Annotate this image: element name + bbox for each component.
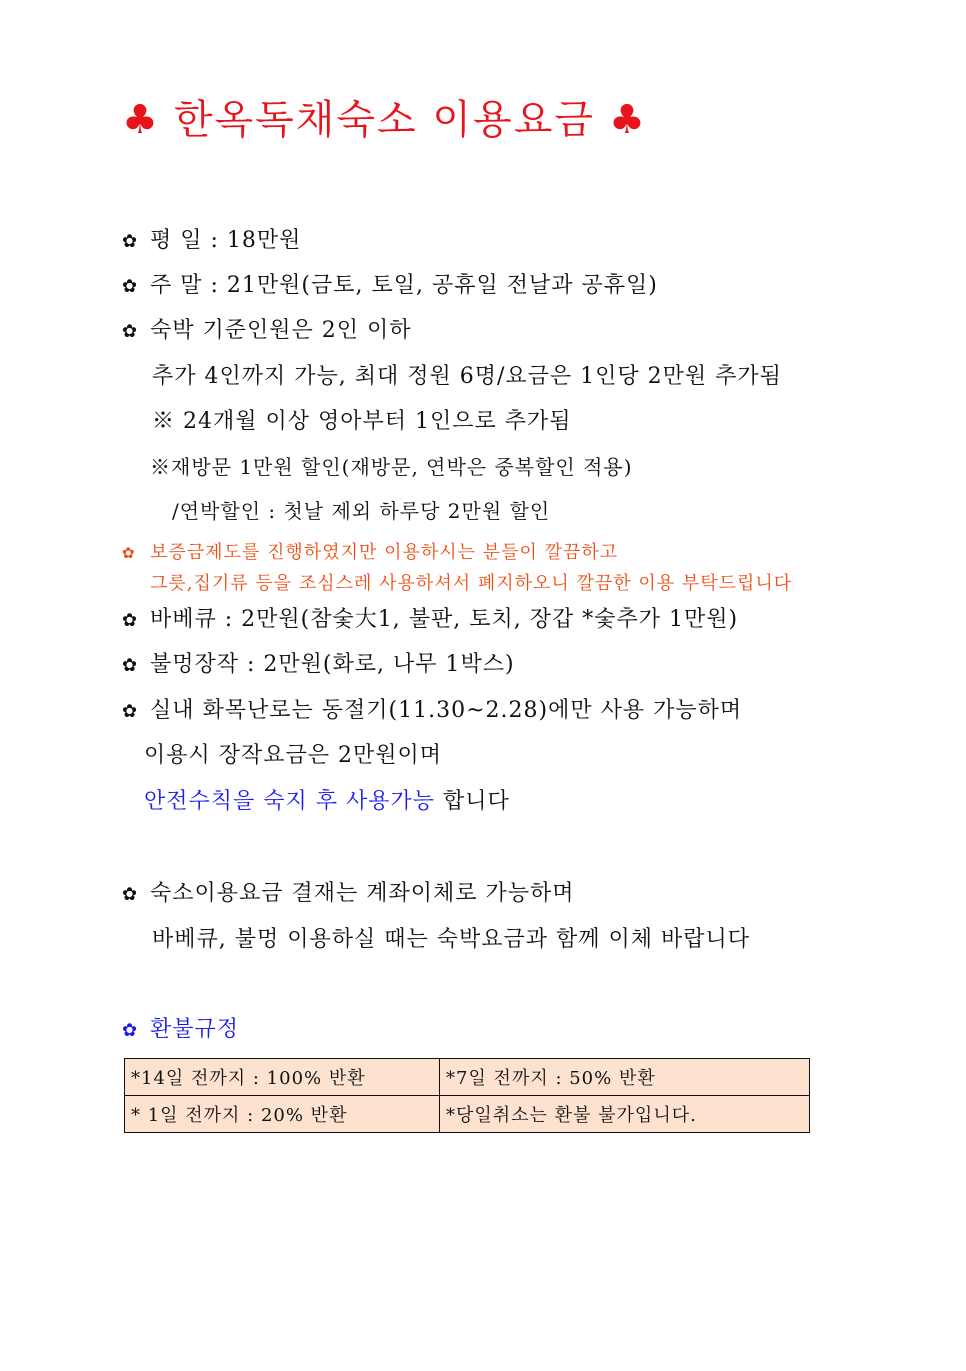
refund-table xyxy=(124,1058,810,1133)
flower-bullet-icon: ✿ xyxy=(122,321,139,342)
flower-bullet-icon: ✿ xyxy=(122,1020,139,1041)
page-title xyxy=(122,88,647,145)
title-text: 한옥독채숙소 이용요금 xyxy=(173,97,595,143)
table-cell: *당일취소는 환불 불가입니다. xyxy=(440,1096,810,1133)
deposit-line-1: 보증금제도를 진행하였지만 이용하시는 분들이 깔끔하고 xyxy=(150,542,619,563)
club-right-icon: ♣ xyxy=(608,97,647,143)
stove-line-1: 실내 화목난로는 동절기(11.30~2.28)에만 사용 가능하며 xyxy=(150,698,743,723)
refund-heading xyxy=(122,1012,239,1043)
stove-line-3-rest: 합니다 xyxy=(435,789,510,814)
payment-info xyxy=(122,876,575,907)
club-left-icon: ♣ xyxy=(122,97,160,143)
payment-line-2: 바베큐, 불멍 이용하실 때는 숙박요금과 함께 이체 바랍니다 xyxy=(152,927,750,952)
table-cell: * 1일 전까지 : 20% 반환 xyxy=(125,1096,440,1133)
table-row xyxy=(125,1059,810,1096)
firepit-price xyxy=(122,647,515,678)
weekday-price-text: 평 일 : 18만원 xyxy=(150,228,302,253)
payment-line-1: 숙소이용요금 결재는 계좌이체로 가능하며 xyxy=(150,881,575,906)
firepit-price-text: 불멍장작 : 2만원(화로, 나무 1박스) xyxy=(150,652,515,677)
base-people-text: 숙박 기준인원은 2인 이하 xyxy=(150,318,412,343)
flower-bullet-icon: ✿ xyxy=(122,655,139,676)
flower-bullet-icon: ✿ xyxy=(122,231,139,252)
extra-people: 추가 4인까지 가능, 최대 정원 6명/요금은 1인당 2만원 추가됨 xyxy=(152,364,782,389)
flower-bullet-icon: ✿ xyxy=(122,701,139,722)
infant-note: ※ 24개월 이상 영아부터 1인으로 추가됨 xyxy=(152,409,572,434)
table-cell: *7일 전까지 : 50% 반환 xyxy=(440,1059,810,1096)
revisit-note: ※재방문 1만원 할인(재방문, 연박은 중복할인 적용) xyxy=(150,455,633,479)
table-cell: *14일 전까지 : 100% 반환 xyxy=(125,1059,440,1096)
weekend-price-text: 주 말 : 21만원(금토, 토일, 공휴일 전날과 공휴일) xyxy=(150,273,658,298)
flower-bullet-icon: ✿ xyxy=(122,884,139,905)
base-people xyxy=(122,313,412,344)
stove-line-2: 이용시 장작요금은 2만원이며 xyxy=(144,743,443,768)
consecutive-note: /연박할인 : 첫날 제외 하루당 2만원 할인 xyxy=(172,499,551,523)
table-row xyxy=(125,1096,810,1133)
bbq-price xyxy=(122,602,738,633)
stove-line-3 xyxy=(144,784,510,815)
bbq-price-text: 바베큐 : 2만원(참숯大1, 불판, 토치, 장갑 *숯추가 1만원) xyxy=(150,607,739,632)
deposit-line-2: 그릇,집기류 등을 조심스레 사용하셔서 폐지하오니 깔끔한 이용 부탁드립니다 xyxy=(150,573,793,594)
safety-rules-text: 안전수칙을 숙지 후 사용가능 xyxy=(144,789,436,814)
weekday-price xyxy=(122,223,301,254)
weekend-price xyxy=(122,268,658,299)
stove-info xyxy=(122,693,742,724)
flower-bullet-icon: ✿ xyxy=(122,276,139,297)
deposit-notice xyxy=(122,538,618,564)
flower-bullet-icon: ✿ xyxy=(122,610,139,631)
refund-heading-text: 환불규정 xyxy=(150,1017,240,1042)
flower-bullet-icon: ✿ xyxy=(122,544,136,562)
